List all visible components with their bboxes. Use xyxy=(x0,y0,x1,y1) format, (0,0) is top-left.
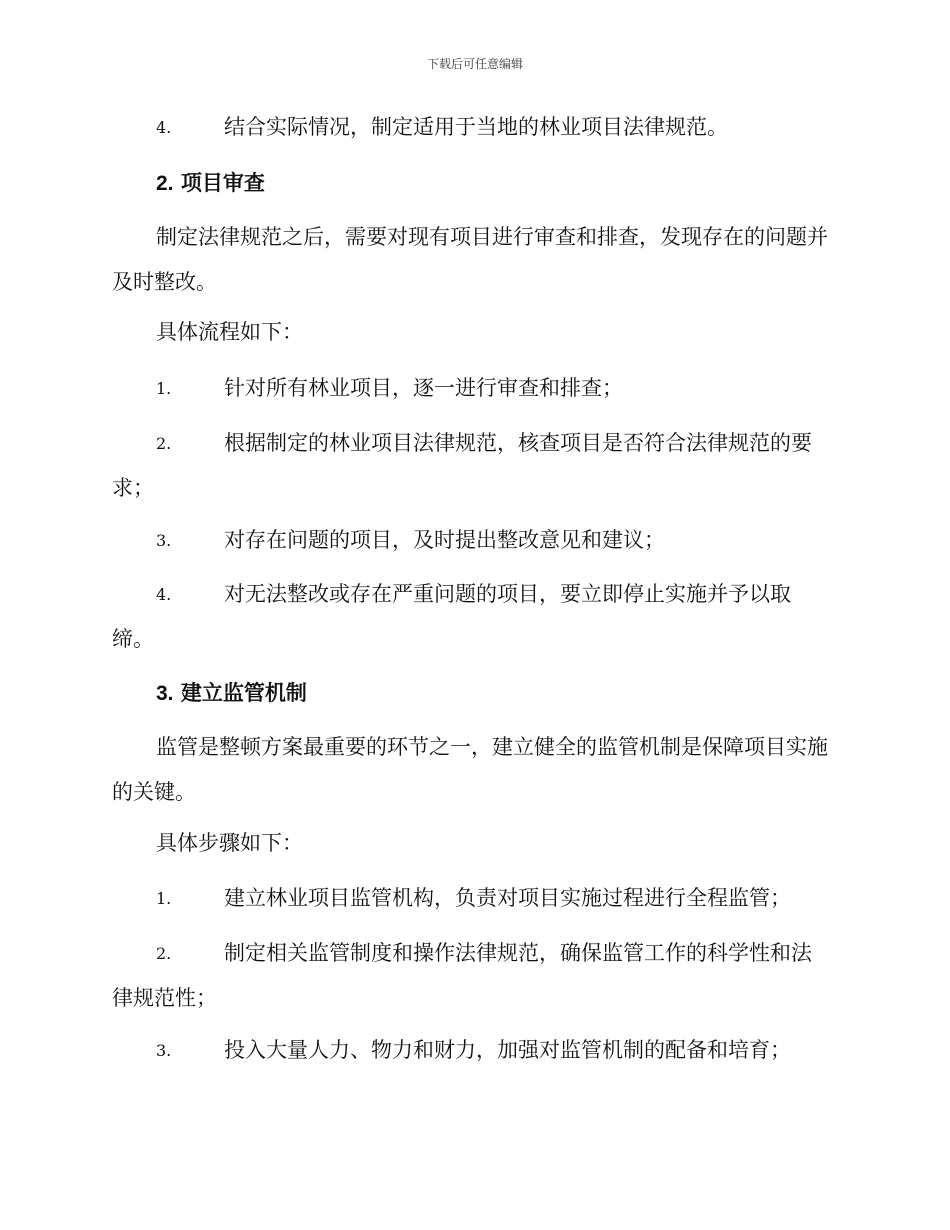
section-heading-number: 3. xyxy=(156,682,174,705)
list-item-text: 根据制定的林业项目法律规范，核查项目是否符合法律规范的要求； xyxy=(112,431,812,500)
section-heading-text: 建立监管机制 xyxy=(180,680,307,705)
list-item xyxy=(112,421,832,511)
list-item-number: 4. xyxy=(156,118,172,137)
list-item-number: 3. xyxy=(156,1041,172,1060)
list-item-number: 1. xyxy=(156,379,172,398)
list-item-text: 结合实际情况，制定适用于当地的林业项目法律规范。 xyxy=(224,115,728,139)
page-header-text: 下载后可任意编辑 xyxy=(426,57,523,71)
list-item xyxy=(112,876,832,921)
list-item xyxy=(112,366,832,411)
paragraph: 监管是整顿方案最重要的环节之一，建立健全的监管机制是保障项目实施的关键。 xyxy=(112,735,828,804)
list-item xyxy=(112,105,832,150)
list-item-text: 制定相关监管制度和操作法律规范，确保监管工作的科学性和法律规范性； xyxy=(112,941,812,1010)
list-item-text: 建立林业项目监管机构，负责对项目实施过程进行全程监管； xyxy=(224,886,791,910)
paragraph-intro: 具体步骤如下： xyxy=(156,831,303,855)
list-item xyxy=(112,1028,832,1073)
list-item-number: 1. xyxy=(156,889,172,908)
list-item-text: 针对所有林业项目，逐一进行审查和排查； xyxy=(224,376,623,400)
paragraph: 制定法律规范之后，需要对现有项目进行审查和排查，发现存在的问题并及时整改。 xyxy=(112,225,828,294)
list-item-number: 4. xyxy=(156,585,172,604)
list-item-text: 对存在问题的项目，及时提出整改意见和建议； xyxy=(224,528,665,552)
section-heading xyxy=(156,160,265,206)
list-item xyxy=(112,572,832,662)
list-item-number: 2. xyxy=(156,434,172,453)
list-item-text: 投入大量人力、物力和财力，加强对监管机制的配备和培育； xyxy=(224,1038,791,1062)
list-item-number: 3. xyxy=(156,531,172,550)
list-item xyxy=(112,518,832,563)
list-item-text: 对无法整改或存在严重问题的项目，要立即停止实施并予以取缔。 xyxy=(112,582,791,651)
section-heading-text: 项目审查 xyxy=(180,170,265,195)
list-item-number: 2. xyxy=(156,944,172,963)
section-heading xyxy=(156,670,307,716)
section-heading-number: 2. xyxy=(156,172,174,195)
list-item xyxy=(112,931,832,1021)
paragraph-intro: 具体流程如下： xyxy=(156,320,303,344)
